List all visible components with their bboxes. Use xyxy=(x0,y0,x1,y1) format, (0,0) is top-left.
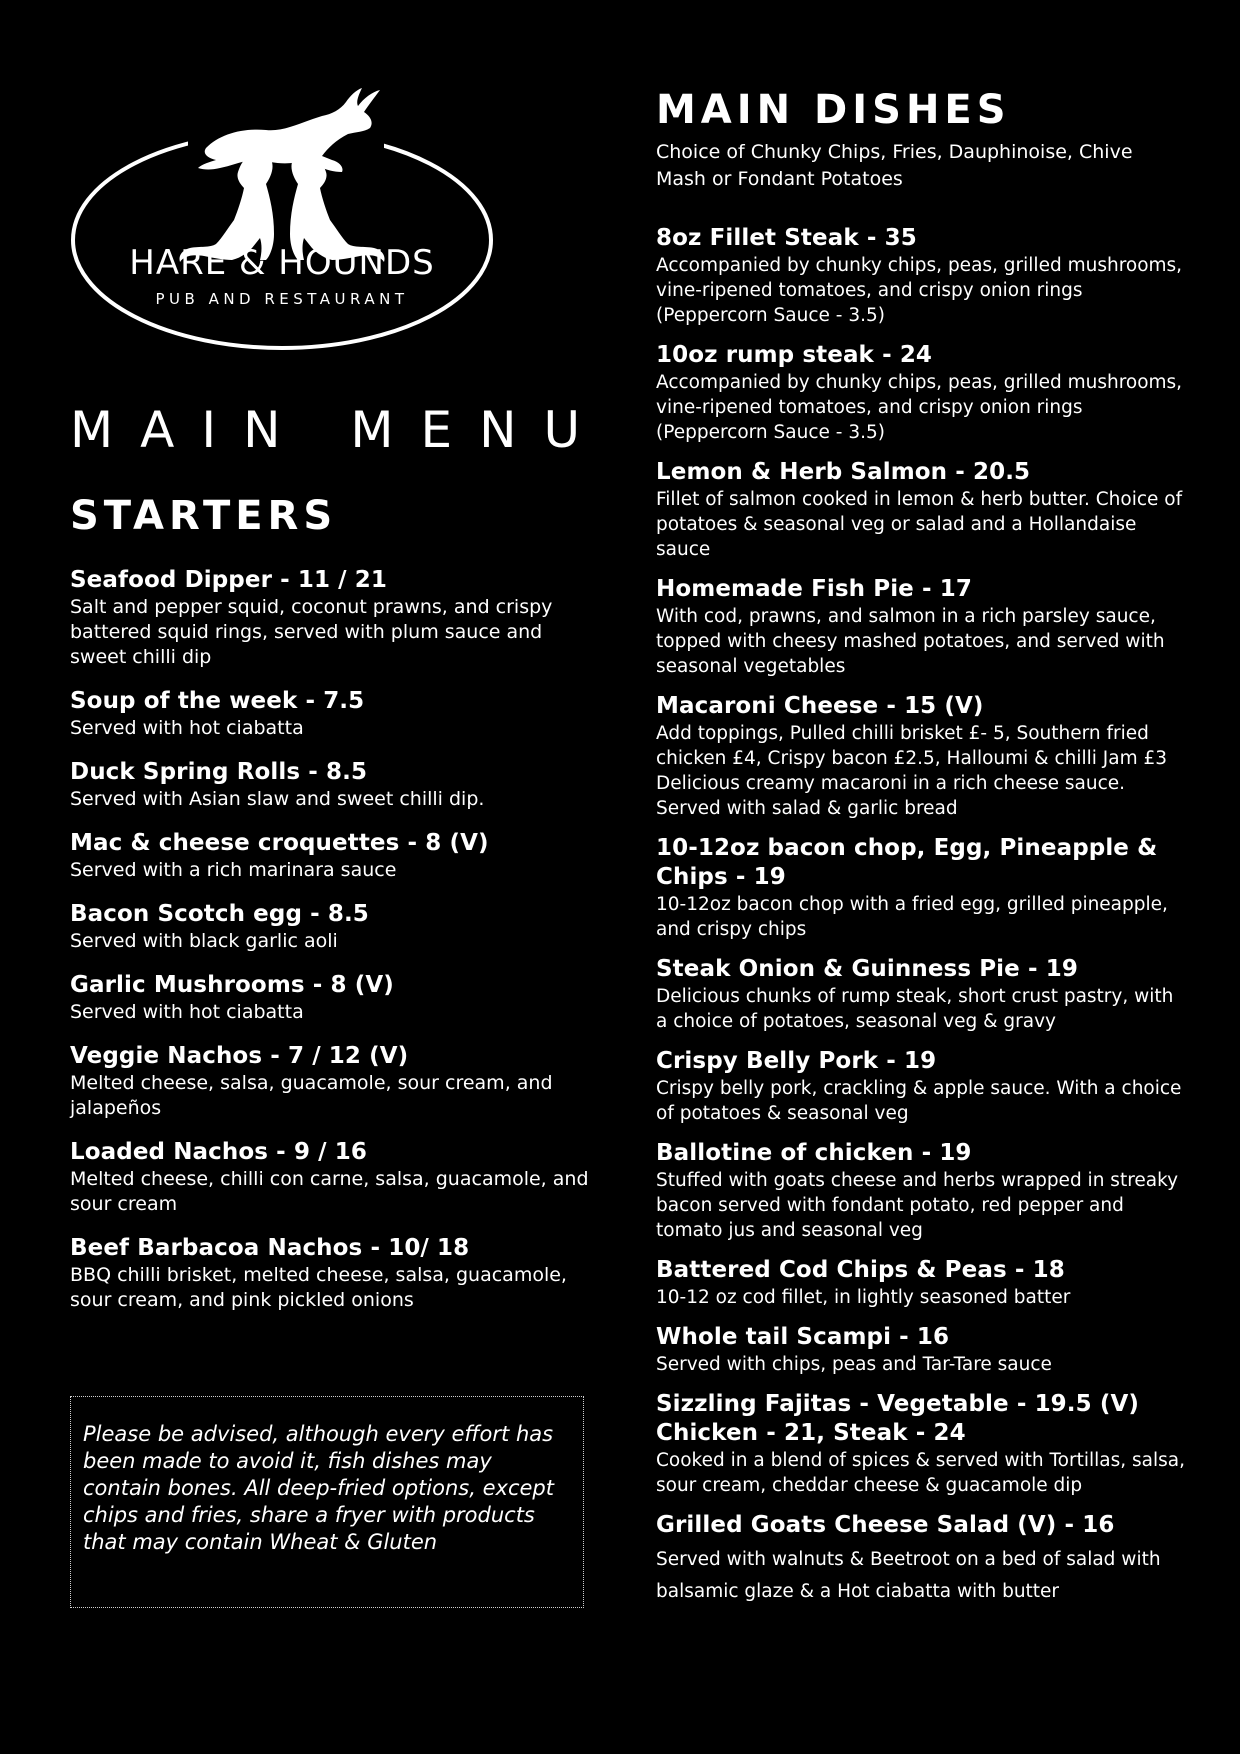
starter-desc: Served with hot ciabatta xyxy=(70,717,304,739)
starter-item xyxy=(70,971,590,1025)
main-dish-title: 8oz Fillet Steak - 35 xyxy=(656,225,917,251)
starter-item xyxy=(70,687,590,741)
logo-name: HARE & HOUNDS xyxy=(129,243,435,283)
starter-desc: Melted cheese, chilli con carne, salsa, guacamole, and sour cream xyxy=(70,1168,589,1215)
main-dish-title: Battered Cod Chips & Peas - 18 xyxy=(656,1257,1065,1283)
starter-desc: Served with Asian slaw and sweet chilli dip. xyxy=(70,788,485,810)
starter-title: Duck Spring Rolls - 8.5 xyxy=(70,759,368,785)
starter-title: Soup of the week - 7.5 xyxy=(70,688,365,714)
page-title: MAIN MENU xyxy=(70,401,608,459)
main-dish-title: Lemon & Herb Salmon - 20.5 xyxy=(656,459,1031,485)
main-dishes-heading: MAIN DISHES xyxy=(656,87,1011,133)
main-dish-item xyxy=(656,692,1186,821)
main-dish-desc: Crispy belly pork, crackling & apple sauce. With a choice of potatoes & seasonal veg xyxy=(656,1078,1182,1124)
starter-title: Seafood Dipper - 11 / 21 xyxy=(70,567,387,593)
starter-title: Garlic Mushrooms - 8 (V) xyxy=(70,972,394,998)
main-dish-item xyxy=(656,458,1186,562)
main-dish-title: 10-12oz bacon chop, Egg, Pineapple & Chips - 19 xyxy=(656,835,1158,890)
main-dish-desc: With cod, prawns, and salmon in a rich parsley sauce, topped with cheesy mashed potatoes, and served with seasonal vegetables xyxy=(656,606,1165,677)
main-dish-title: Crispy Belly Pork - 19 xyxy=(656,1048,937,1074)
main-dish-item xyxy=(656,1256,1186,1310)
main-dish-desc: Fillet of salmon cooked in lemon & herb butter. Choice of potatoes & seasonal veg or salad and a Hollandaise sauce xyxy=(656,489,1183,560)
main-dish-item xyxy=(656,955,1186,1034)
main-dish-desc: Delicious chunks of rump steak, short crust pastry, with a choice of potatoes, seasonal veg & gravy xyxy=(656,986,1174,1032)
main-dish-desc: Accompanied by chunky chips, peas, grilled mushrooms, vine-ripened tomatoes, and crispy onion rings (Peppercorn Sauce - 3.5) xyxy=(656,372,1183,443)
main-dish-desc: Accompanied by chunky chips, peas, grilled mushrooms, vine-ripened tomatoes, and crispy onion rings (Peppercorn Sauce - 3.5) xyxy=(656,255,1183,326)
main-dish-item xyxy=(656,1047,1186,1126)
main-dish-title: Grilled Goats Cheese Salad (V) - 16 xyxy=(656,1512,1115,1538)
main-dish-item xyxy=(656,1390,1186,1498)
starter-desc: Served with hot ciabatta xyxy=(70,1001,304,1023)
starter-item xyxy=(70,829,590,883)
main-dish-desc: Stuffed with goats cheese and herbs wrapped in streaky bacon served with fondant potato, red pepper and tomato jus and seasonal veg xyxy=(656,1170,1179,1241)
starter-title: Loaded Nachos - 9 / 16 xyxy=(70,1139,367,1165)
main-dish-item xyxy=(656,1511,1186,1608)
starter-title: Mac & cheese croquettes - 8 (V) xyxy=(70,830,489,856)
main-dish-item xyxy=(656,1323,1186,1377)
main-dish-desc: Cooked in a blend of spices & served with Tortillas, salsa, sour cream, cheddar cheese & guacamole dip xyxy=(656,1450,1185,1496)
main-dish-desc: 10-12oz bacon chop with a fried egg, grilled pineapple, and crispy chips xyxy=(656,894,1168,940)
starter-desc: Served with black garlic aoli xyxy=(70,930,338,952)
main-dish-title: Macaroni Cheese - 15 (V) xyxy=(656,693,984,719)
main-dish-item xyxy=(656,1139,1186,1243)
main-dish-item xyxy=(656,575,1186,679)
main-dishes-list xyxy=(656,224,1186,1621)
main-dish-title: Homemade Fish Pie - 17 xyxy=(656,576,972,602)
starter-item xyxy=(70,1138,590,1217)
main-dish-title: Ballotine of chicken - 19 xyxy=(656,1140,972,1166)
starter-item xyxy=(70,566,590,670)
starter-item xyxy=(70,1042,590,1121)
logo-tagline: PUB AND RESTAURANT xyxy=(155,290,409,308)
starter-desc: Served with a rich marinara sauce xyxy=(70,859,397,881)
main-dishes-subtitle: Choice of Chunky Chips, Fries, Dauphinoise, Chive Mash or Fondant Potatoes xyxy=(656,141,1133,190)
starters-heading: STARTERS xyxy=(70,493,338,539)
main-dish-desc: Add toppings, Pulled chilli brisket £- 5, Southern fried chicken £4, Crispy bacon £2.5, Halloumi & chilli Jam £3 Delicious creamy macaroni in a rich cheese sauce. Served with salad & garlic bread xyxy=(656,723,1168,819)
starters-list xyxy=(70,566,590,1330)
starter-title: Veggie Nachos - 7 / 12 (V) xyxy=(70,1043,409,1069)
allergen-notice-text: Please be advised, although every effort has been made to avoid it, fish dishes may contain bones. All deep-fried options, except chips and fries, share a fryer with products that may contain Wheat & Gluten xyxy=(83,1422,554,1554)
starter-title: Bacon Scotch egg - 8.5 xyxy=(70,901,369,927)
starter-desc: Melted cheese, salsa, guacamole, sour cream, and jalapeños xyxy=(70,1072,553,1119)
main-dish-item xyxy=(656,224,1186,328)
starter-item xyxy=(70,758,590,812)
main-dish-desc: Served with chips, peas and Tar-Tare sauce xyxy=(656,1354,1052,1375)
main-dish-title: 10oz rump steak - 24 xyxy=(656,342,933,368)
main-dish-desc: 10-12 oz cod fillet, in lightly seasoned batter xyxy=(656,1287,1071,1308)
allergen-notice-box xyxy=(70,1396,584,1608)
starter-title: Beef Barbacoa Nachos - 10/ 18 xyxy=(70,1235,470,1261)
main-dish-desc: Served with walnuts & Beetroot on a bed of salad with balsamic glaze & a Hot ciabatta with butter xyxy=(656,1549,1161,1602)
starter-item xyxy=(70,1234,590,1313)
main-dish-title: Whole tail Scampi - 16 xyxy=(656,1324,950,1350)
starter-desc: BBQ chilli brisket, melted cheese, salsa, guacamole, sour cream, and pink pickled onions xyxy=(70,1264,567,1311)
starter-desc: Salt and pepper squid, coconut prawns, and crispy battered squid rings, served with plum sauce and sweet chilli dip xyxy=(70,596,553,668)
main-dish-title: Steak Onion & Guinness Pie - 19 xyxy=(656,956,1078,982)
hare-and-hounds-logo xyxy=(70,88,494,364)
main-dish-title: Sizzling Fajitas - Vegetable - 19.5 (V) Chicken - 21, Steak - 24 xyxy=(656,1391,1139,1446)
starter-item xyxy=(70,900,590,954)
main-dish-item xyxy=(656,341,1186,445)
main-dish-item xyxy=(656,834,1186,942)
